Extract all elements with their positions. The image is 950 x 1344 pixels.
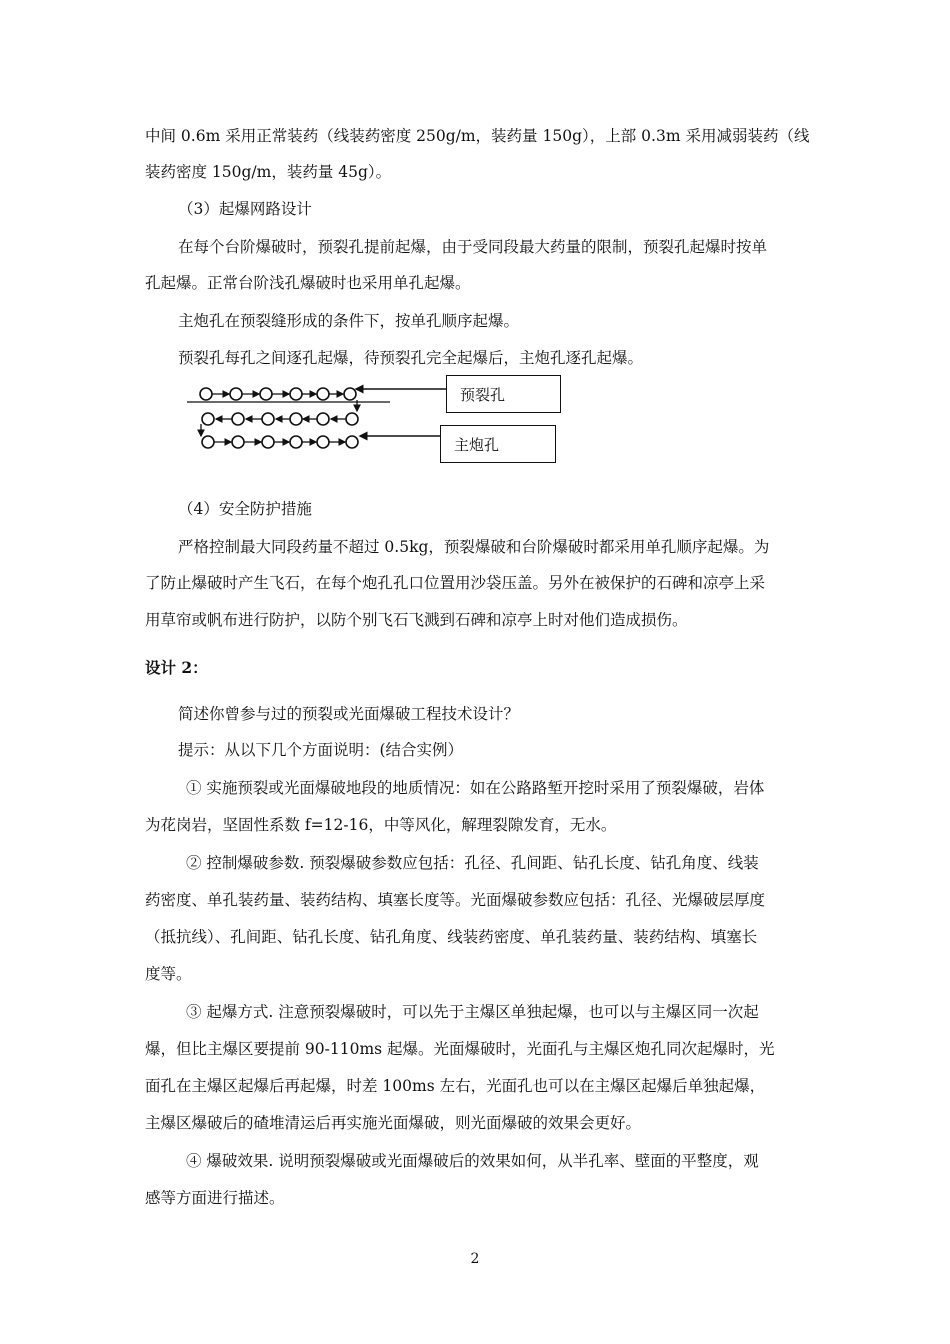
body-line: 中间 0.6m 采用正常装药（线装药密度 250g/m，装药量 150g），上部 0.3m 采用减弱装药（线 xyxy=(145,127,810,145)
body-line: 主炮孔在预裂缝形成的条件下，按单孔顺序起爆。 xyxy=(178,312,520,330)
body-line: 装药密度 150g/m，装药量 45g）。 xyxy=(145,163,392,181)
list-item-line: ③ 起爆方式. 注意预裂爆破时，可以先于主爆区单独起爆，也可以与主爆区同一次起 xyxy=(186,1003,759,1021)
main-hole-label: 主炮孔 xyxy=(454,436,500,454)
presplit-label: 预裂孔 xyxy=(460,386,506,404)
design-title: 设计 2： xyxy=(145,658,208,677)
body-line: 孔起爆。正常台阶浅孔爆破时也采用单孔起爆。 xyxy=(145,274,471,292)
page-number: 2 xyxy=(470,1251,480,1267)
body-line: 预裂孔每孔之间逐孔起爆，待预裂孔完全起爆后，主炮孔逐孔起爆。 xyxy=(178,349,644,367)
body-line: 了防止爆破时产生飞石，在每个炮孔孔口位置用沙袋压盖。另外在被保护的石碑和凉亭上采 xyxy=(145,574,766,592)
body-line: 用草帘或帆布进行防护，以防个别飞石飞溅到石碑和凉亭上时对他们造成损伤。 xyxy=(145,611,688,629)
list-item-line: 药密度、单孔装药量、装药结构、填塞长度等。光面爆破参数应包括：孔径、光爆破层厚度 xyxy=(145,891,766,909)
list-item-line: ① 实施预裂或光面爆破地段的地质情况：如在公路路堑开挖时采用了预裂爆破，岩体 xyxy=(186,779,765,797)
body-line: 严格控制最大同段药量不超过 0.5kg，预裂爆破和台阶爆破时都采用单孔顺序起爆。为 xyxy=(178,538,770,556)
list-item-line: 度等。 xyxy=(145,965,192,983)
list-item-line: 主爆区爆破后的碴堆清运后再实施光面爆破，则光面爆破的效果会更好。 xyxy=(145,1114,642,1132)
question: 简述你曾参与过的预裂或光面爆破工程技术设计？ xyxy=(178,705,520,723)
section-heading: （3）起爆网路设计 xyxy=(178,200,312,218)
list-item-line: （抵抗线）、孔间距、钻孔长度、钻孔角度、线装药密度、单孔装药量、装药结构、填塞长 xyxy=(145,928,758,946)
list-item-line: ② 控制爆破参数. 预裂爆破参数应包括：孔径、孔间距、钻孔长度、钻孔角度、线装 xyxy=(186,854,759,872)
list-item-line: 为花岗岩，坚固性系数 f=12-16，中等风化，解理裂隙发育，无水。 xyxy=(145,816,617,834)
list-item-line: 爆，但比主爆区要提前 90-110ms 起爆。光面爆破时，光面孔与主爆区炮孔同次起爆时，光 xyxy=(145,1040,775,1058)
main-hole-label-box xyxy=(440,425,556,463)
presplit-label-box xyxy=(446,375,561,413)
hint: 提示：从以下几个方面说明：(结合实例） xyxy=(178,741,464,759)
section-heading: （4）安全防护措施 xyxy=(178,500,312,518)
list-item-line: ④ 爆破效果. 说明预裂爆破或光面爆破后的效果如何，从半孔率、壁面的平整度，观 xyxy=(186,1152,759,1170)
list-item-line: 面孔在主爆区起爆后再起爆，时差 100ms 左右，光面孔也可以在主爆区起爆后单独起爆， xyxy=(145,1077,766,1095)
body-line: 在每个台阶爆破时，预裂孔提前起爆，由于受同段最大药量的限制，预裂孔起爆时按单 xyxy=(178,238,768,256)
list-item-line: 感等方面进行描述。 xyxy=(145,1189,285,1207)
